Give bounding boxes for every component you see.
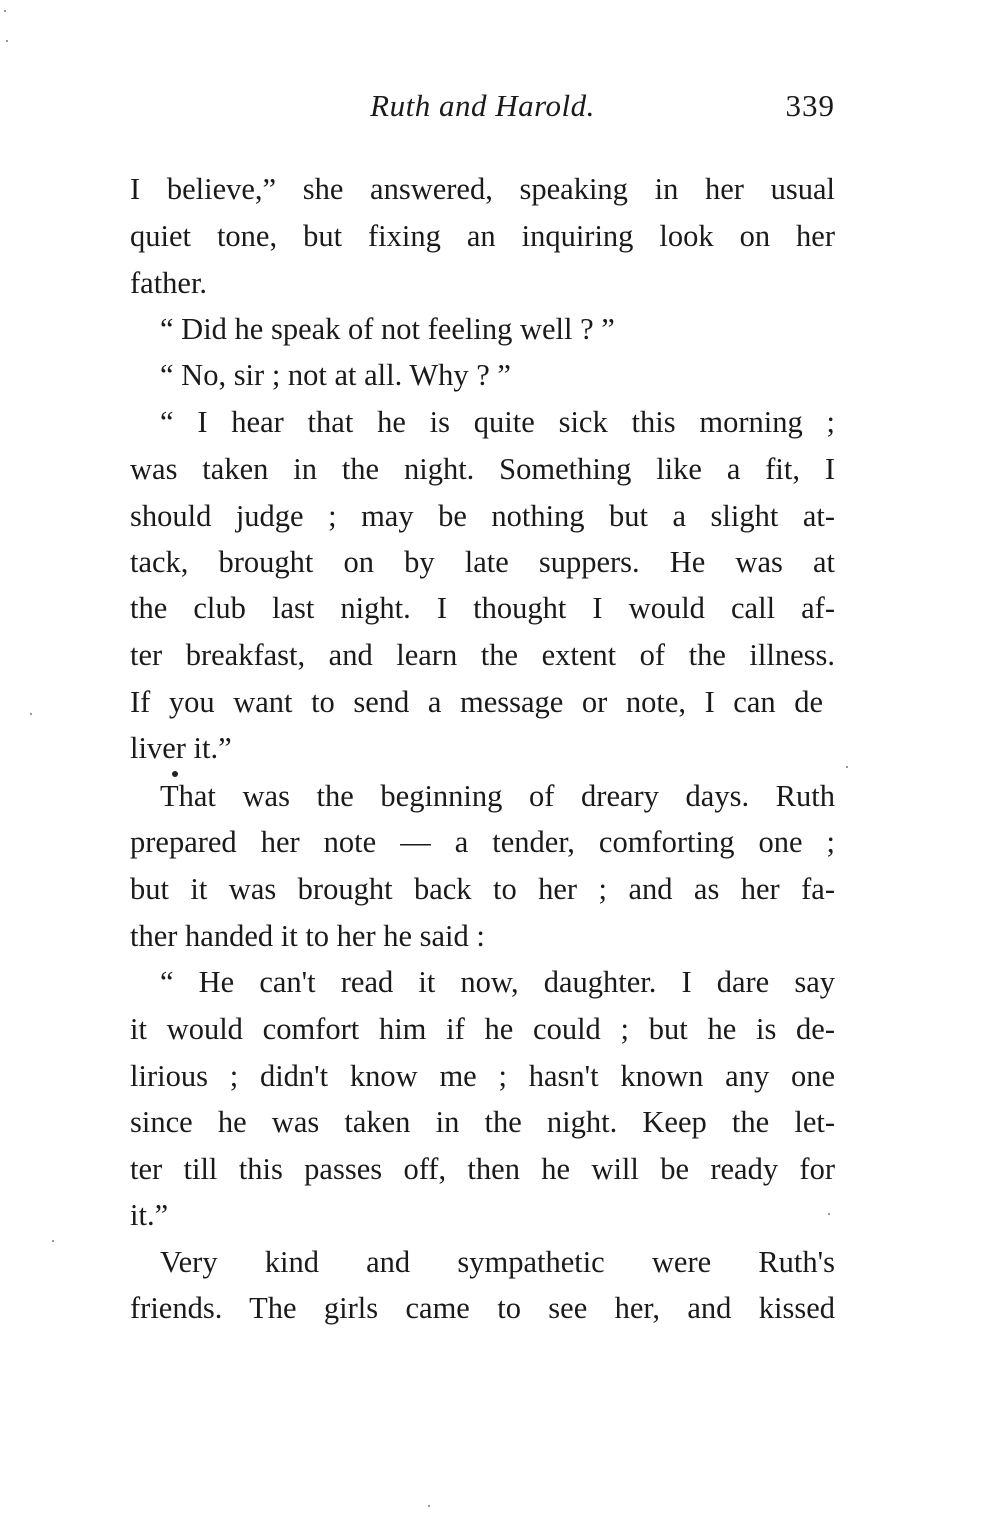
text-line: but it was brought back to her ; and as her fa- — [130, 872, 835, 906]
text-line: ter breakfast, and learn the extent of the illness. — [130, 638, 835, 672]
text-line: “ I hear that he is quite sick this morning ; — [160, 405, 835, 439]
paper-speck — [846, 766, 848, 768]
text-line: it would comfort him if he could ; but he is de- — [130, 1012, 835, 1046]
paper-speck — [4, 10, 6, 12]
text-line: Very kind and sympathetic were Ruth's — [160, 1245, 835, 1279]
text-line: lirious ; didn't know me ; hasn't known any one — [130, 1059, 835, 1093]
text-line: friends. The girls came to see her, and kissed — [130, 1291, 835, 1325]
paper-speck — [172, 771, 178, 777]
paper-speck — [30, 713, 32, 715]
page-number: 339 — [785, 88, 835, 123]
text-line: If you want to send a message or note, I can de — [130, 685, 823, 719]
text-line: father. — [130, 266, 208, 300]
running-title: Ruth and Harold. — [370, 88, 595, 123]
text-line: should judge ; may be nothing but a slight at- — [130, 499, 835, 533]
text-line: was taken in the night. Something like a fit, I — [130, 452, 835, 486]
text-line: prepared her note — a tender, comforting one ; — [130, 825, 835, 859]
text-line: That was the beginning of dreary days. Ruth — [160, 779, 835, 813]
text-line: “ No, sir ; not at all. Why ? ” — [160, 358, 511, 392]
paper-speck — [52, 1240, 54, 1242]
text-line: “ He can't read it now, daughter. I dare say — [160, 965, 835, 999]
paper-speck — [6, 40, 8, 42]
running-head — [130, 88, 835, 132]
text-line: ter till this passes off, then he will be ready for — [130, 1152, 835, 1186]
text-line: it.” — [130, 1198, 169, 1232]
text-line: I believe,” she answered, speaking in her usual — [130, 172, 835, 206]
paper-speck — [428, 1505, 430, 1507]
text-line: liver it.” — [130, 731, 232, 765]
text-line: “ Did he speak of not feeling well ? ” — [160, 312, 615, 346]
text-line: quiet tone, but fixing an inquiring look on her — [130, 219, 835, 253]
text-line: since he was taken in the night. Keep the let- — [130, 1105, 835, 1139]
text-line: the club last night. I thought I would call af- — [130, 591, 835, 625]
text-line: ther handed it to her he said : — [130, 919, 485, 953]
paper-speck — [828, 1213, 830, 1215]
text-line: tack, brought on by late suppers. He was at — [130, 545, 835, 579]
